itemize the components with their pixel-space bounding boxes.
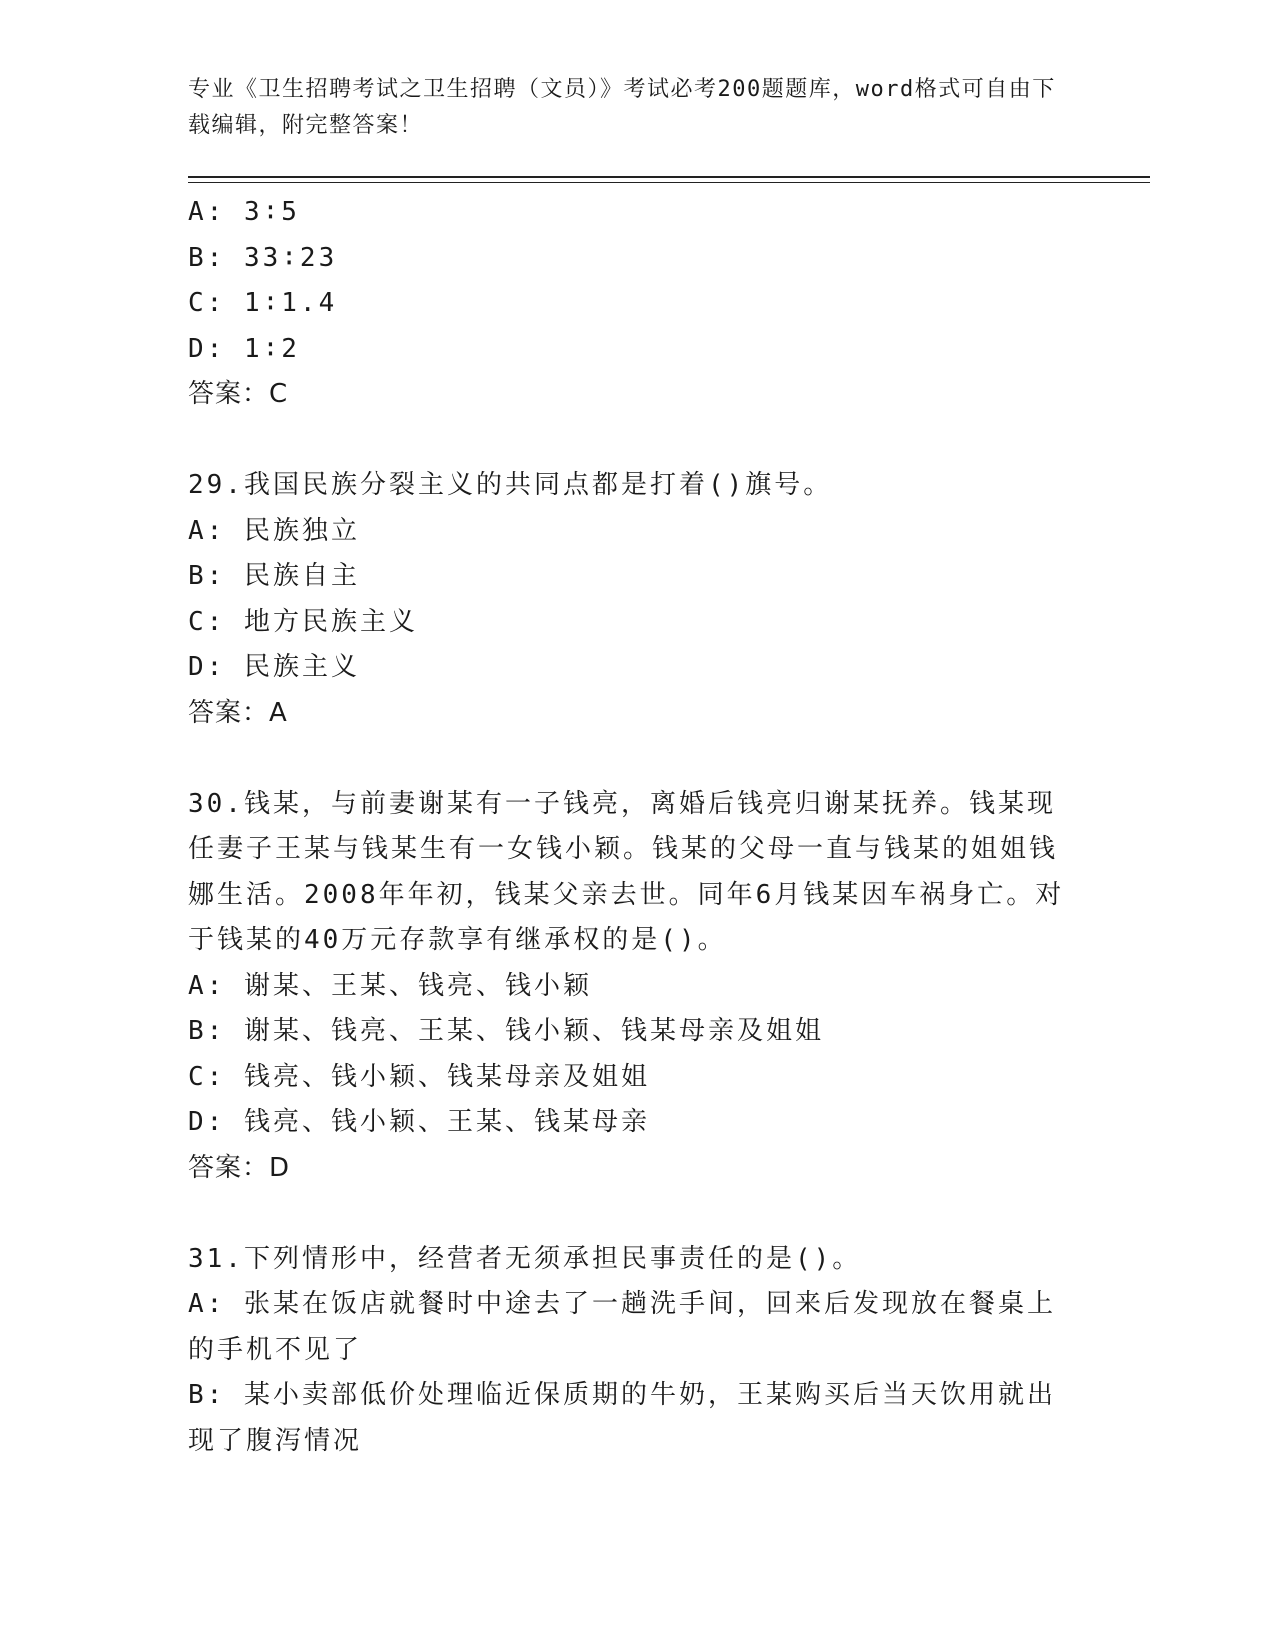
option-d: D: 钱亮、钱小颖、王某、钱某母亲 xyxy=(188,1107,650,1137)
question-29-block xyxy=(188,463,1068,736)
question-stem: 30.钱某，与前妻谢某有一子钱亮，离婚后钱亮归谢某抚养。钱某现任妻子王某与钱某生有一女钱小颖。钱某的父母一直与钱某的姐姐钱娜生活。2008年年初，钱某父亲去世。同年6月钱某因车祸身亡。对于钱某的40万元存款享有继承权的是()。 xyxy=(188,788,1065,955)
option-c: C: 1∶1.4 xyxy=(188,288,338,318)
question-31-block xyxy=(188,1237,1068,1465)
answer-label: 答案：C xyxy=(188,379,289,409)
option-b: B: 谢某、钱亮、王某、钱小颖、钱某母亲及姐姐 xyxy=(188,1016,824,1046)
option-a: A: 3∶5 xyxy=(188,197,300,227)
option-a: A: 谢某、王某、钱亮、钱小颖 xyxy=(188,970,592,1001)
option-b: B: 民族自主 xyxy=(188,561,360,591)
option-d: D: 民族主义 xyxy=(188,652,360,682)
option-a: A: 民族独立 xyxy=(188,515,360,546)
option-c: C: 地方民族主义 xyxy=(188,606,418,637)
spacer xyxy=(188,418,1068,464)
option-b: B: 某小卖部低价处理临近保质期的牛奶，王某购买后当天饮用就出现了腹泻情况 xyxy=(188,1380,1056,1456)
option-b: B: 33∶23 xyxy=(188,242,338,273)
question-list xyxy=(188,190,1068,1464)
answer-label: 答案：A xyxy=(188,697,288,728)
option-a: A: 张某在饭店就餐时中途去了一趟洗手间，回来后发现放在餐桌上的手机不见了 xyxy=(188,1289,1056,1365)
question-28-block xyxy=(188,190,1068,418)
spacer xyxy=(188,1191,1068,1237)
question-stem: 31.下列情形中，经营者无须承担民事责任的是()。 xyxy=(188,1243,862,1274)
option-d: D: 1∶2 xyxy=(188,333,300,364)
document-intro: 专业《卫生招聘考试之卫生招聘（文员）》考试必考200题题库，word格式可自由下载编辑，附完整答案！ xyxy=(188,77,1056,138)
answer-label: 答案：D xyxy=(188,1152,291,1183)
question-30-block xyxy=(188,782,1068,1192)
spacer xyxy=(188,736,1068,782)
option-c: C: 钱亮、钱小颖、钱某母亲及姐姐 xyxy=(188,1061,650,1092)
question-stem: 29.我国民族分裂主义的共同点都是打着()旗号。 xyxy=(188,470,833,500)
header-divider xyxy=(188,176,1150,183)
